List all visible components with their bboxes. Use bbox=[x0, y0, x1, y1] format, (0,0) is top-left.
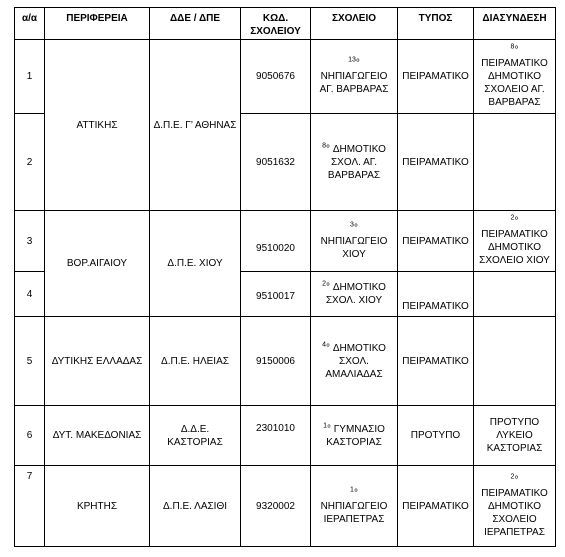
school-ordinal: 1 bbox=[350, 486, 354, 494]
row-number: 7 bbox=[15, 466, 45, 547]
school-ordinal: 2 bbox=[322, 280, 327, 288]
directorate-cell: Δ.Δ.Ε. ΚΑΣΤΟΡΙΑΣ bbox=[150, 406, 241, 466]
row-number: 2 bbox=[15, 114, 45, 211]
link-name: ΠΕΙΡΑΜΑΤΙΚΟ ΔΗΜΟΤΙΚΟ ΣΧΟΛΕΙΟ ΑΓ. ΒΑΡΒΑΡΑΣ bbox=[481, 58, 548, 108]
school-name: ΝΗΠΙΑΓΩΓΕΙΟ ΙΕΡΑΠΕΤΡΑΣ bbox=[320, 500, 388, 525]
school-name: ΔΗΜΟΤΙΚΟ ΣΧΟΛ. ΧΙΟΥ bbox=[325, 282, 386, 306]
school-ordinal: 3 bbox=[350, 221, 354, 229]
link-cell: ΠΡΟΤΥΠΟ ΛΥΚΕΙΟ ΚΑΣΤΟΡΙΑΣ bbox=[474, 406, 556, 466]
directorate-cell: Δ.Π.Ε. ΧΙΟΥ bbox=[150, 211, 241, 317]
link-name: ΠΕΙΡΑΜΑΤΙΚΟ ΔΗΜΟΤΙΚΟ ΣΧΟΛΕΙΟ ΙΕΡΑΠΕΤΡΑΣ bbox=[481, 487, 548, 538]
row-number: 4 bbox=[15, 272, 45, 317]
link-cell: $^2$° ΠΕΙΡΑΜΑΤΙΚΟ ΔΗΜΟΤΙΚΟ ΣΧΟΛΕΙΟ ΧΙΟΥ bbox=[474, 211, 556, 272]
table-row bbox=[15, 40, 556, 114]
school-cell: $^{13}$° ΝΗΠΙΑΓΩΓΕΙΟ ΑΓ. ΒΑΡΒΑΡΑΣ bbox=[311, 40, 398, 114]
row-number: 6 bbox=[15, 406, 45, 466]
school-ordinal: 8 bbox=[322, 142, 327, 150]
header-school: ΣΧΟΛΕΙΟ bbox=[311, 8, 398, 40]
header-directorate: ΔΔΕ / ΔΠΕ bbox=[150, 8, 241, 40]
header-region: ΠΕΡΙΦΕΡΕΙΑ bbox=[45, 8, 150, 40]
school-name: ΓΥΜΝΑΣΙΟ ΚΑΣΤΟΡΙΑΣ bbox=[326, 423, 385, 448]
table-row bbox=[15, 211, 556, 272]
school-code-cell: 9510020 bbox=[241, 211, 311, 272]
link-ordinal: 2 bbox=[510, 214, 515, 222]
school-code-cell: 9320002 bbox=[241, 466, 311, 547]
directorate-cell: Δ.Π.Ε. ΛΑΣΙΘΙ bbox=[150, 466, 241, 547]
header-num: α/α bbox=[15, 8, 45, 40]
school-code-cell: 9051632 bbox=[241, 114, 311, 211]
school-ordinal: 1 bbox=[323, 422, 327, 430]
region-cell: ΑΤΤΙΚΗΣ bbox=[45, 40, 150, 211]
table-row bbox=[15, 466, 556, 547]
row-number: 5 bbox=[15, 317, 45, 406]
type-cell: ΠΡΟΤΥΠΟ bbox=[398, 406, 474, 466]
link-ordinal: 8 bbox=[510, 43, 515, 51]
header-type: ΤΥΠΟΣ bbox=[398, 8, 474, 40]
directorate-cell: Δ.Π.Ε. ΗΛΕΙΑΣ bbox=[150, 317, 241, 406]
school-code-cell: 9510017 bbox=[241, 272, 311, 317]
link-ordinal: 2 bbox=[510, 473, 515, 481]
type-cell: ΠΕΙΡΑΜΑΤΙΚΟ bbox=[398, 114, 474, 211]
link-cell: $^8$° ΠΕΙΡΑΜΑΤΙΚΟ ΔΗΜΟΤΙΚΟ ΣΧΟΛΕΙΟ ΑΓ. ΒΑΡΒΑΡΑΣ bbox=[474, 40, 556, 114]
link-cell bbox=[474, 114, 556, 211]
school-cell: $^4$° ΔΗΜΟΤΙΚΟ ΣΧΟΛ. ΑΜΑΛΙΑΔΑΣ bbox=[311, 317, 398, 406]
region-cell: ΚΡΗΤΗΣ bbox=[45, 466, 150, 547]
row-number: 1 bbox=[15, 40, 45, 114]
school-name: ΝΗΠΙΑΓΩΓΕΙΟ ΑΓ. ΒΑΡΒΑΡΑΣ bbox=[319, 71, 389, 95]
table-row bbox=[15, 406, 556, 466]
type-cell: ΠΕΙΡΑΜΑΤΙΚΟ bbox=[398, 317, 474, 406]
school-name: ΔΗΜΟΤΙΚΟ ΣΧΟΛ. ΑΜΑΛΙΑΔΑΣ bbox=[325, 342, 386, 380]
schools-table bbox=[14, 7, 556, 547]
school-code-cell: 2301010 bbox=[241, 406, 311, 466]
header-code: ΚΩΔ. ΣΧΟΛΕΙΟΥ bbox=[241, 8, 311, 40]
region-cell: ΔΥΤΙΚΗΣ ΕΛΛΑΔΑΣ bbox=[45, 317, 150, 406]
header-row bbox=[15, 8, 556, 40]
type-cell: ΠΕΙΡΑΜΑΤΙΚΟ bbox=[398, 466, 474, 547]
link-cell: $^2$° ΠΕΙΡΑΜΑΤΙΚΟ ΔΗΜΟΤΙΚΟ ΣΧΟΛΕΙΟ ΙΕΡΑΠΕΤΡΑΣ bbox=[474, 466, 556, 547]
school-name: ΔΗΜΟΤΙΚΟ ΣΧΟΛ. ΑΓ. ΒΑΡΒΑΡΑΣ bbox=[327, 143, 386, 181]
school-code-cell: 9150006 bbox=[241, 317, 311, 406]
school-ordinal: 13 bbox=[348, 56, 356, 64]
type-cell: ΠΕΙΡΑΜΑΤΙΚΟ bbox=[398, 272, 474, 317]
school-cell: $^8$° ΔΗΜΟΤΙΚΟ ΣΧΟΛ. ΑΓ. ΒΑΡΒΑΡΑΣ bbox=[311, 114, 398, 211]
link-name: ΠΕΙΡΑΜΑΤΙΚΟ ΔΗΜΟΤΙΚΟ ΣΧΟΛΕΙΟ ΧΙΟΥ bbox=[479, 229, 550, 266]
type-cell: ΠΕΙΡΑΜΑΤΙΚΟ bbox=[398, 211, 474, 272]
school-cell: $^1$° ΝΗΠΙΑΓΩΓΕΙΟ ΙΕΡΑΠΕΤΡΑΣ bbox=[311, 466, 398, 547]
school-ordinal: 4 bbox=[322, 341, 327, 349]
school-name: ΝΗΠΙΑΓΩΓΕΙΟ ΧΙΟΥ bbox=[320, 235, 388, 260]
region-cell: ΒΟΡ.ΑΙΓΑΙΟΥ bbox=[45, 211, 150, 317]
header-link: ΔΙΑΣΥΝΔΕΣΗ bbox=[474, 8, 556, 40]
row-number: 3 bbox=[15, 211, 45, 272]
directorate-cell: Δ.Π.Ε. Γ’ ΑΘΗΝΑΣ bbox=[150, 40, 241, 211]
link-cell bbox=[474, 317, 556, 406]
region-cell: ΔΥΤ. ΜΑΚΕΔΟΝΙΑΣ bbox=[45, 406, 150, 466]
table-row bbox=[15, 317, 556, 406]
type-cell: ΠΕΙΡΑΜΑΤΙΚΟ bbox=[398, 40, 474, 114]
school-cell: $^2$° ΔΗΜΟΤΙΚΟ ΣΧΟΛ. ΧΙΟΥ bbox=[311, 272, 398, 317]
school-cell: $^3$° ΝΗΠΙΑΓΩΓΕΙΟ ΧΙΟΥ bbox=[311, 211, 398, 272]
link-cell bbox=[474, 272, 556, 317]
school-cell: $^1$° ΓΥΜΝΑΣΙΟ ΚΑΣΤΟΡΙΑΣ bbox=[311, 406, 398, 466]
school-code-cell: 9050676 bbox=[241, 40, 311, 114]
